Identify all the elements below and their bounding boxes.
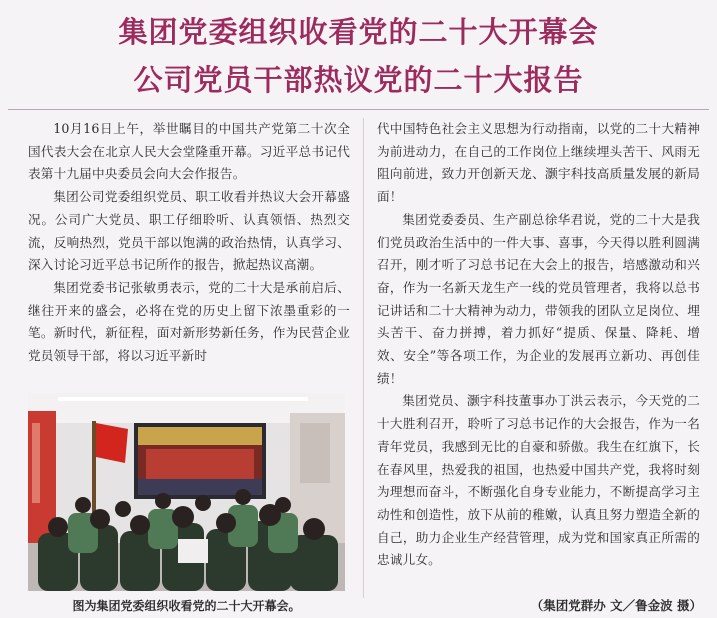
article-paragraph-continued: 代中国特色社会主义思想为行动指南，以党的二十大精神为前进动力，在自己的工作岗位上继续埋头苦干、风雨无阻向前进，致力开创新天龙、灏宇科技高质量发展的新局面！ [377, 121, 700, 205]
article-paragraph: 集团党员、灏宇科技董事办丁洪云表示，今天党的二十大胜利召开，聆听了习总书记作的大会报告，作为一名青年党员，我感到无比的自豪和骄傲。我生在红旗下，长在春风里，热爱我的祖国，也热爱中国共产党，我将时刻为理想而奋斗，不断强化自身专业能力，不断提高学习主动性和创造性，放下从前的稚嫩，认真且努力塑造全新的自己，助力企业生产经营管理，成为党和国家真正所需的忠诚儿女。 [377, 393, 700, 568]
column-divider [363, 118, 364, 598]
photo-caption: 图为集团党委组织收看党的二十大开幕会。 [72, 599, 301, 613]
article-paragraph: 集团党委委员、生产副总徐华君说，党的二十大是我们党员政治生活中的一件大事、喜事，今天得以胜利圆满召开，刚才听了习总书记在大会上的报告，培感激动和兴奋，作为一名新天龙生产一线的党员管理者，我将以总书记讲话和二十大精神为动力，带领我的团队立足岗位、埋头苦干、奋力拼搏，着力抓好“提质、保量、降耗、增效、安全”等各项工作，为企业的发展再立新功、再创佳绩！ [377, 211, 700, 386]
headline-line-1: 集团党委组织收看党的二十大开幕会 [118, 15, 599, 49]
right-column [377, 118, 700, 572]
header-divider [8, 109, 709, 110]
left-column [28, 118, 350, 368]
article-paragraph: 10月16日上午，举世瞩目的中国共产党第二十次全国代表大会在北京人民大会堂隆重开幕。习近平总书记代表第十九届中央委员会向大会作报告。 [28, 121, 350, 182]
byline: （集团党群办 文／鲁金波 摄） [530, 598, 702, 613]
article-paragraph: 集团公司党委组织党员、职工收看并热议大会开幕盛况。公司广大党员、职工仔细聆听、认真领悟、热烈交流，反响热烈，党员干部以饱满的政治热情，认真学习、深入讨论习近平总书记所作的报告，掀起热议高潮。 [28, 189, 350, 273]
meeting-photo [28, 393, 345, 591]
article-paragraph: 集团党委书记张敏勇表示，党的二十大是承前启后、继往开来的盛会，必将在党的历史上留下浓墨重彩的一笔。新时代，新征程，面对新形势新任务，作为民营企业党员领导干部，将以习近平新时 [28, 279, 350, 364]
headline-line-2: 公司党员干部热议党的二十大报告 [133, 63, 584, 97]
